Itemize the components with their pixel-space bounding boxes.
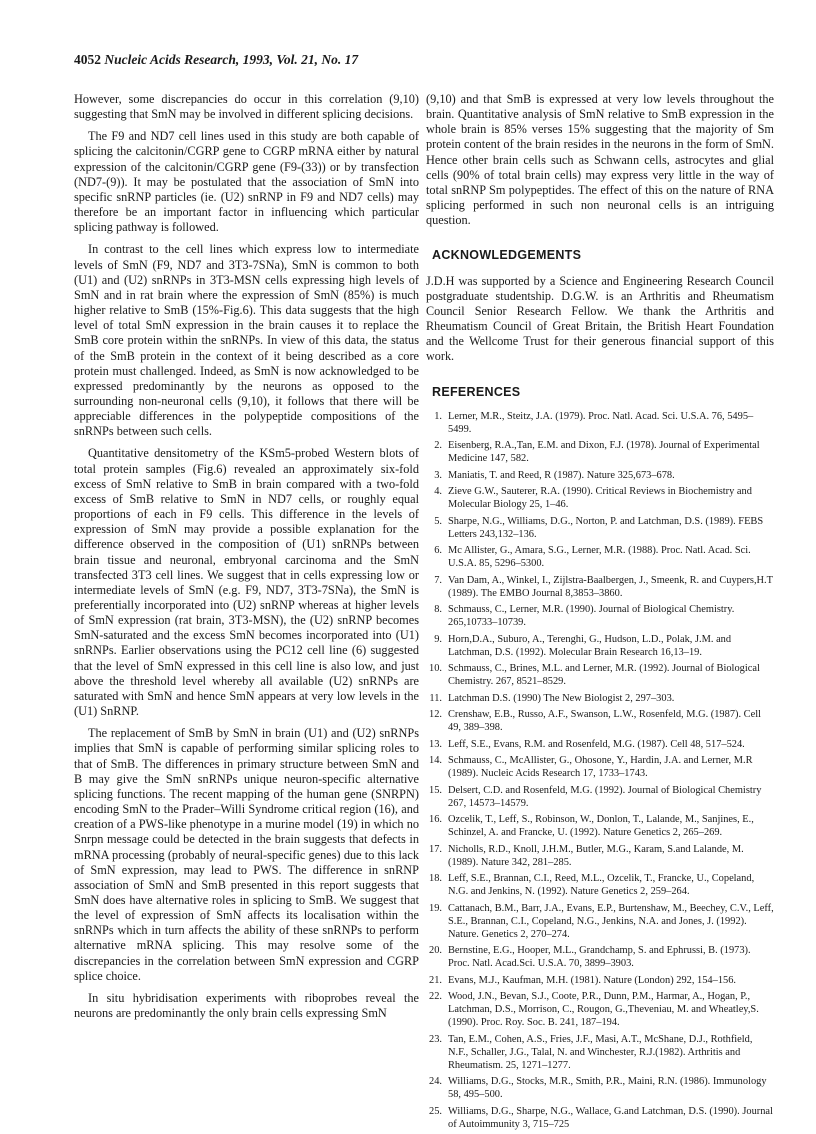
reference-item [426,544,774,570]
reference-number: 12. [429,709,442,721]
reference-text: Ozcelik, T., Leff, S., Robinson, W., Donlon, T., Lalande, M., Sanjines, E., Schinzel, A. and Francke, U. (1992). Nature Genetics 2, 265–269. [448,814,754,839]
reference-text: Schmauss, C., Brines, M.L. and Lerner, M.R. (1992). Journal of Biological Chemistry. 267, 8521–8529. [448,663,760,688]
reference-item [426,469,774,482]
reference-number: 11. [429,692,442,704]
reference-item [426,1075,774,1101]
reference-text: Eisenberg, R.A.,Tan, E.M. and Dixon, F.J. (1978). Journal of Experimental Medicine 147, 582. [448,440,760,465]
journal-citation: Nucleic Acids Research, 1993, Vol. 21, No. 17 [104,52,359,67]
references-list [426,410,774,1131]
acknowledgements-text: J.D.H was supported by a Science and Engineering Research Council postgraduate studentship. D.G.W. is an Arthritis and Rheumatism Council Senior Research Fellow. We thank the Arthritis and Rheumatism Council of Great Britain, the British Heart Foundation and the Wellcome Trust for their generous financial support of this work. [426,273,774,364]
right-column [426,92,774,1134]
body-paragraph: (9,10) and that SmB is expressed at very low levels throughout the brain. Quantitative analysis of SmN relative to SmB expression in the whole brain is 85% verses 15% suggesting that the majority of Sm protein content of the brain resides in the neurons in the form of SmN. Hence other brain cells such as Schwann cells, astrocytes and glial cells (90% of total brain cells) may express very little in the way of total snRNP Sm polypeptides. The effect of this on the nature of RNA splicing performed in such non neuronal cells is an intriguing question. [426,92,774,228]
references-heading: REFERENCES [432,384,521,399]
reference-number: 13. [429,738,442,750]
body-paragraph: However, some discrepancies do occur in this correlation (9,10) suggesting that SmN may be involved in different splicing decisions. [74,92,419,122]
reference-item [426,439,774,465]
reference-item [426,813,774,839]
reference-number: 7. [434,574,442,586]
reference-number: 17. [429,843,442,855]
reference-number: 3. [434,469,442,481]
reference-number: 19. [429,902,442,914]
reference-number: 9. [434,633,442,645]
reference-item [426,754,774,780]
reference-number: 14. [429,755,442,767]
reference-text: Williams, D.G., Sharpe, N.G., Wallace, G.and Latchman, D.S. (1990). Journal of Autoimmunity 3, 715–725 [448,1105,773,1130]
reference-text: Maniatis, T. and Reed, R (1987). Nature 325,673–678. [448,469,675,481]
acknowledgements-heading: ACKNOWLEDGEMENTS [432,248,582,263]
reference-text: Leff, S.E., Evans, R.M. and Rosenfeld, M.G. (1987). Cell 48, 517–524. [448,738,745,750]
reference-number: 16. [429,814,442,826]
reference-number: 24. [429,1076,442,1088]
reference-number: 1. [434,410,442,422]
reference-text: Delsert, C.D. and Rosenfeld, M.G. (1992). Journal of Biological Chemistry 267, 14573–14579. [448,784,762,809]
reference-number: 23. [429,1033,442,1045]
reference-text: Zieve G.W., Sauterer, R.A. (1990). Critical Reviews in Biochemistry and Molecular Biology 25, 1–46. [448,486,752,511]
reference-number: 6. [434,545,442,557]
reference-number: 4. [434,486,442,498]
reference-text: Williams, D.G., Stocks, M.R., Smith, P.R., Maini, R.N. (1986). Immunology 58, 495–500. [448,1076,767,1101]
body-paragraph: In situ hybridisation experiments with riboprobes reveal the neurons are predominantly the only brain cells expressing SmN [74,990,419,1021]
reference-item [426,944,774,970]
reference-item [426,692,774,705]
reference-item [426,410,774,436]
reference-text: Leff, S.E., Brannan, C.I., Reed, M.L., Ozcelik, T., Francke, U., Copeland, N.G. and Jenkins, N. (1992). Nature Genetics 2, 259–264. [448,873,755,898]
reference-item [426,902,774,941]
reference-item [426,1105,774,1131]
reference-text: Nicholls, R.D., Knoll, J.H.M., Butler, M.G., Karam, S.and Lalande, M. (1989). Nature 342, 281–285. [448,843,744,868]
reference-text: Van Dam, A., Winkel, I., Zijlstra-Baalbergen, J., Smeenk, R. and Cuypers,H.T (1989). The EMBO Journal 8,3853–3860. [448,574,773,599]
reference-number: 21. [429,974,442,986]
reference-item [426,974,774,987]
reference-item [426,708,774,734]
reference-text: Bernstine, E.G., Hooper, M.L., Grandchamp, S. and Ephrussi, B. (1973). Proc. Natl. Acad.Sci. U.S.A. 70, 3899–3903. [448,945,751,970]
body-paragraph: In contrast to the cell lines which express low to intermediate levels of SmN (F9, ND7 and 3T3-7SNa), SmN is common to both (U1) and (U2) snRNPs in 3T3-MSN cells expressing high levels of SmN and in rat brain where the expression of SmN (85%) is much higher relative to SmB (15%-Fig.6). This data suggests that the high level of total SmN expression in the brain causes it to replace the SmB core protein within the snRNPs. In view of this data, the status of the SmB protein in the context of it being described as a core protein must challenged. Indeed, as SmN is now acknowledged to be expressed predominantly by the neurons as opposed to the surrounding non-neuronal cells (9,10), it follows that there will be appreciable differences in the polypeptide compositions of the snRNPs between such cells. [74,242,419,439]
reference-number: 18. [429,873,442,885]
reference-number: 15. [429,784,442,796]
reference-number: 10. [429,663,442,675]
reference-item [426,738,774,751]
reference-number: 20. [429,945,442,957]
reference-text: Tan, E.M., Cohen, A.S., Fries, J.F., Masi, A.T., McShane, D.J., Rothfield, N.F., Schaller, J.G., Talal, N. and Winchester, R.J.(1982). Arthritis and Rheumatism. 25, 1271–1277. [448,1033,753,1071]
reference-item [426,633,774,659]
body-paragraph: The F9 and ND7 cell lines used in this study are both capable of splicing the calcitonin/CGRP gene to CGRP mRNA either by natural expression of the calcitonin/CGRP gene (F9-(33)) or by transfection (ND7-(9)). It may be postulated that the association of SmN into specific snRNP particles (ie. (U2) snRNP in F9 and ND7 cells) may therefore be an important factor in influencing which particular splicing pathway is followed. [74,129,419,235]
reference-text: Horn,D.A., Suburo, A., Terenghi, G., Hudson, L.D., Polak, J.M. and Latchman, D.S. (1992). Molecular Brain Research 16,13–19. [448,633,732,658]
reference-number: 25. [429,1105,442,1117]
reference-number: 22. [429,991,442,1003]
body-paragraph: The replacement of SmB by SmN in brain (U1) and (U2) snRNPs implies that SmN is capable of performing similar splicing roles to that of SmB. The differences in primary structure between SmN and B may give the SmN snRNPs unique neuron-specific alternative splicing functions. The recent mapping of the human gene (SNRPN) encoding SmN to the Prader–Willi Syndrome critical region (16), and creation of a PWS-like phenotype in a murine model (19) in which no Snrpn message could be detected in the brain suggests that defects in mRNA processing (probably of neural-specific genes) due to this lack of SmN expression, may lead to PWS. The difference in snRNP association of SmN and SmB presented in this report suggests that SmN does have alternative roles in splicing to SmB. We suggest that the level of expression of SmN affects its localisation within the snRNPs which in turn affects the ability of these snRNPs to perform alternative mRNA splicing. This may resolve some of the discrepancies in the correlation between SmN expression and CGRP splice choice. [74,726,419,983]
reference-text: Cattanach, B.M., Barr, J.A., Evans, E.P., Burtenshaw, M., Beechey, C.V., Leff, S.E., Brannan, C.I., Copeland, N.G., Jenkins, N.A. and Jones, J. (1992). Nature. Genetics 2, 270–274. [448,902,774,940]
reference-number: 2. [434,440,442,452]
reference-item [426,485,774,511]
reference-text: Lerner, M.R., Steitz, J.A. (1979). Proc. Natl. Acad. Sci. U.S.A. 76, 5495–5499. [448,410,754,435]
reference-number: 5. [434,515,442,527]
reference-text: Evans, M.J., Kaufman, M.H. (1981). Nature (London) 292, 154–156. [448,974,737,986]
reference-item [426,872,774,898]
reference-text: Mc Allister, G., Amara, S.G., Lerner, M.R. (1988). Proc. Natl. Acad. Sci. U.S.A. 85, 5296–5300. [448,545,751,570]
reference-text: Sharpe, N.G., Williams, D.G., Norton, P. and Latchman, D.S. (1989). FEBS Letters 243,132–136. [448,515,764,540]
reference-text: Latchman D.S. (1990) The New Biologist 2, 297–303. [448,692,675,704]
reference-text: Crenshaw, E.B., Russo, A.F., Swanson, L.W., Rosenfeld, M.G. (1987). Cell 49, 389–398. [448,709,761,734]
reference-item [426,784,774,810]
left-column [74,92,419,1028]
reference-number: 8. [434,604,442,616]
reference-text: Schmauss, C., Lerner, M.R. (1990). Journal of Biological Chemistry. 265,10733–10739. [448,604,735,629]
reference-text: Wood, J.N., Bevan, S.J., Coote, P.R., Dunn, P.M., Harmar, A., Hogan, P., Latchman, D.S., Morrison, C., Rougon, G.,Theveniau, M. and Wheatley,S. (1990). Proc. Roy. Soc. B. 241, 187–194. [448,991,759,1029]
reference-text: Schmauss, C., McAllister, G., Ohosone, Y., Hardin, J.A. and Lerner, M.R (1989). Nucleic Acids Research 17, 1733–1743. [448,755,753,780]
reference-item [426,574,774,600]
reference-item [426,662,774,688]
page-header [74,52,358,68]
page-number: 4052 [74,52,101,67]
reference-item [426,603,774,629]
reference-item [426,515,774,541]
body-paragraph: Quantitative densitometry of the KSm5-probed Western blots of total protein samples (Fig.6) revealed an approximately six-fold excess of SmN relative to SmB in brain compared with a two-fold excess of SmB relative to SmN in ND7 cells, or roughly equal proportions of each in F9 cells. This difference in the levels of expression of SmN may provide a possible explanation for the difference observed in the composition of (U1) snRNPs between brain tissue and neuronal, embryonal carcinoma and the SmN transfected 3T3 cell lines. We suggest that in cells expressing low or intermediate levels of SmN (e.g. F9, ND7, 3T3-7SNa), the SmN is preferentially incorporated into (U2) snRNP whereas at higher levels of SmN expression (rat brain, 3T3-MSN), the (U2) snRNP becomes SmN-saturated and the excess SmN becomes incorporated into (U1) snRNPs. Earlier observations using the PC12 cell line (6) suggested that the level of SmN expressed in this cell line is also low, and just above the threshold level whereby all available (U2) snRNPs are saturated with SmN and hence SmN appears at very low levels in the (U1) SnRNP. [74,446,419,719]
reference-item [426,1033,774,1072]
reference-item [426,990,774,1029]
reference-item [426,843,774,869]
